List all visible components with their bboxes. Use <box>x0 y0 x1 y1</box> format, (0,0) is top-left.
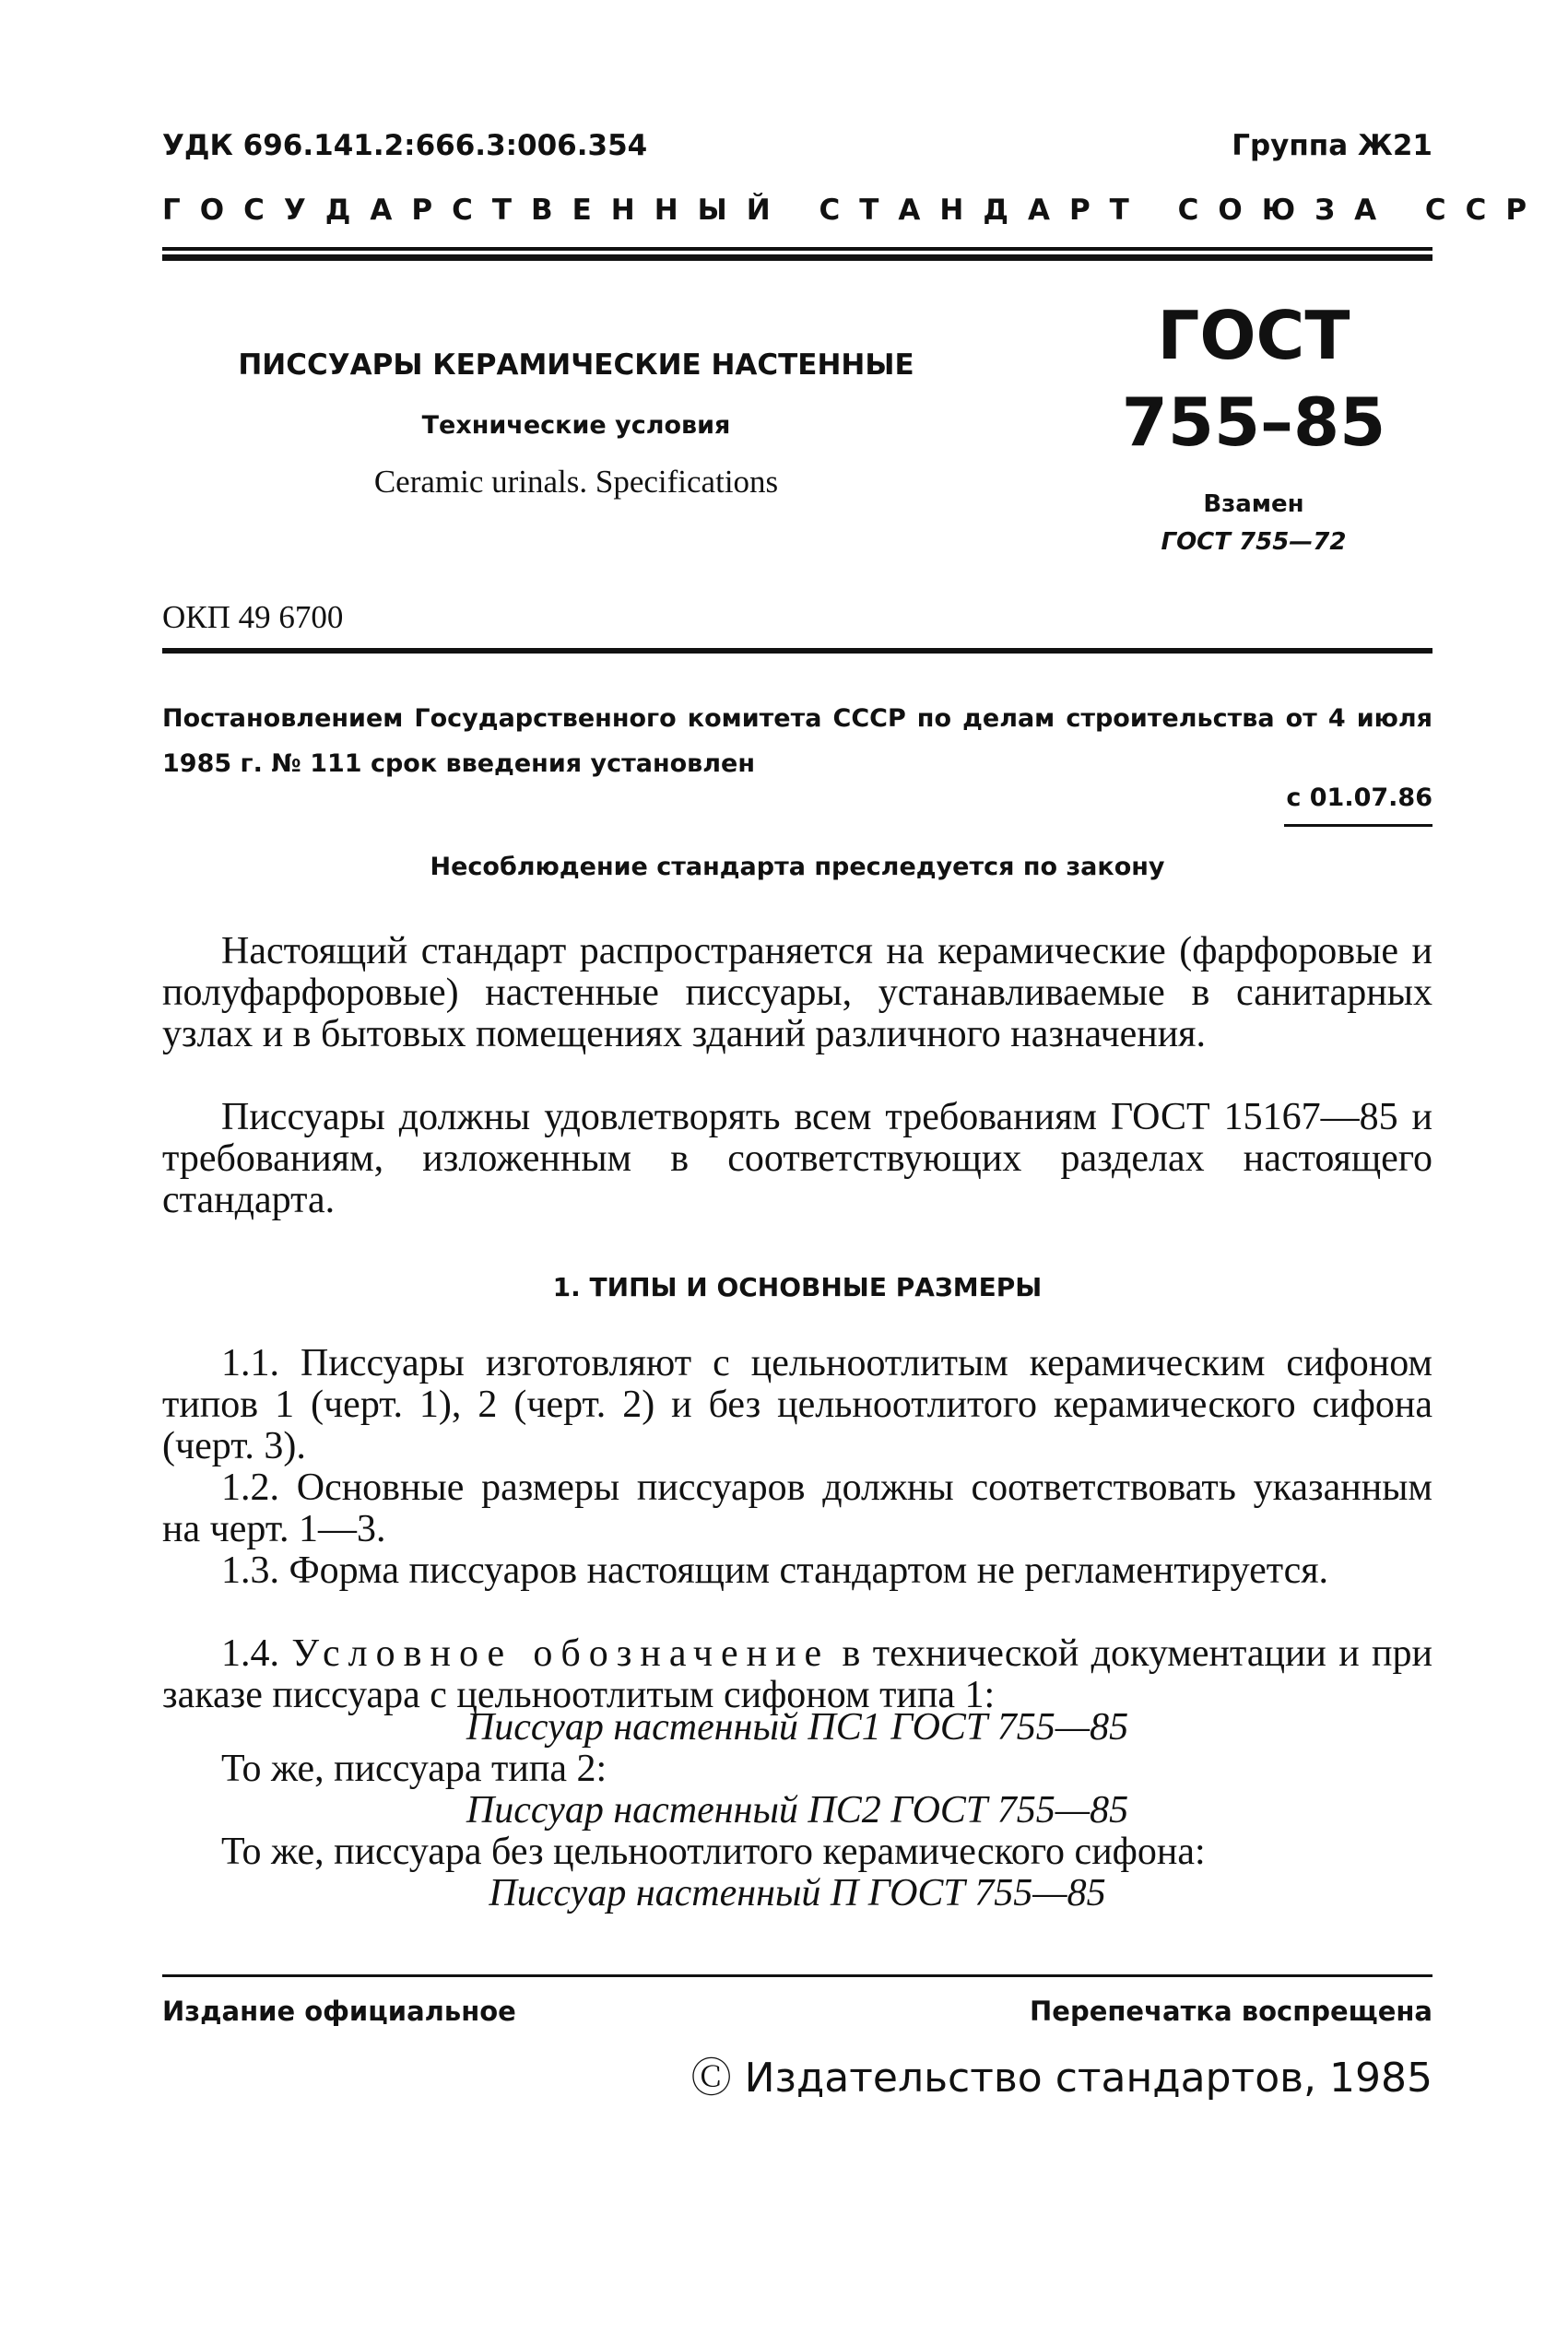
footer-rule <box>162 1974 1432 1977</box>
same-no-siphon: То же, писсуара без цельноотлитого керамического сифона: <box>221 1831 1206 1873</box>
header-double-rule-bottom <box>162 254 1432 261</box>
gost-label: ГОСТ <box>1157 297 1350 374</box>
udk-code: УДК 696.141.2:666.3:006.354 <box>162 129 648 162</box>
document-subtitle: Технические условия <box>421 411 731 440</box>
item-1-2: 1.2. Основные размеры писсуаров должны соответствовать указанным на черт. 1—3. <box>162 1466 1432 1550</box>
same-type-2: То же, писсуара типа 2: <box>221 1748 607 1790</box>
document-title: ПИССУАРЫ КЕРАМИЧЕСКИЕ НАСТЕННЫЕ <box>238 348 914 382</box>
header-double-rule-top <box>162 247 1432 251</box>
group-code: Группа Ж21 <box>1232 129 1432 162</box>
official-edition: Издание официальное <box>162 1996 516 2027</box>
item-1-4-rest: в технической документации и при заказе писсуара с цельноотлитым сифоном типа 1: <box>162 1632 1433 1716</box>
section-heading: 1. ТИПЫ И ОСНОВНЫЕ РАЗМЕРЫ <box>552 1272 1043 1302</box>
effective-date: с 01.07.86 <box>1286 783 1432 812</box>
gost-number: 755–85 <box>1121 383 1386 461</box>
item-1-4-spaced-term: Условное обозначение <box>291 1632 831 1675</box>
designation-type-1: Писсуар настенный ПС1 ГОСТ 755—85 <box>466 1706 1129 1749</box>
no-reprint-notice: Перепечатка воспрещена <box>1030 1996 1432 2027</box>
decree-text: Постановлением Государственного комитета СССР по делам строительства от 4 июля 1985 г. № 111 срок введения установлен <box>162 704 1432 778</box>
copyright-notice: Ⓒ Издательство стандартов, 1985 <box>690 2055 1432 2102</box>
item-1-1: 1.1. Писсуары изготовляют с цельноотлитым керамическим сифоном типов 1 (черт. 1), 2 (черт. 2) и без цельноотлитого керамического сифона (черт. 3). <box>162 1342 1432 1467</box>
replaces-value: ГОСТ 755—72 <box>1161 528 1347 556</box>
designation-no-siphon: Писсуар настенный П ГОСТ 755—85 <box>489 1872 1106 1914</box>
okp-code: ОКП 49 6700 <box>162 599 344 635</box>
item-1-4-prefix: 1.4. <box>221 1632 292 1675</box>
intro-paragraph-1: Настоящий стандарт распространяется на керамические (фарфоровые и полуфарфоровые) настенные писсуары, устанавливаемые в санитарных узлах и в бытовых помещениях зданий различного назначения. <box>162 930 1432 1055</box>
english-title: Ceramic urinals. Specifications <box>373 464 779 500</box>
okp-rule <box>162 648 1432 654</box>
replaces-label: Взамен <box>1203 490 1304 518</box>
designation-type-2: Писсуар настенный ПС2 ГОСТ 755—85 <box>466 1789 1129 1832</box>
effective-date-underline <box>1284 824 1432 827</box>
item-1-4 <box>162 1633 1432 1716</box>
warning-text: Несоблюдение стандарта преследуется по закону <box>430 853 1165 881</box>
intro-paragraph-2: Писсуары должны удовлетворять всем требованиям ГОСТ 15167—85 и требованиям, изложенным в соответствующих разделах настоящего стандарта. <box>162 1096 1432 1221</box>
item-1-3: 1.3. Форма писсуаров настоящим стандартом не регламентируется. <box>221 1549 1329 1592</box>
state-standard-heading: ГОСУДАРСТВЕННЫЙ СТАНДАРТ СОЮЗА ССР <box>162 194 1547 227</box>
